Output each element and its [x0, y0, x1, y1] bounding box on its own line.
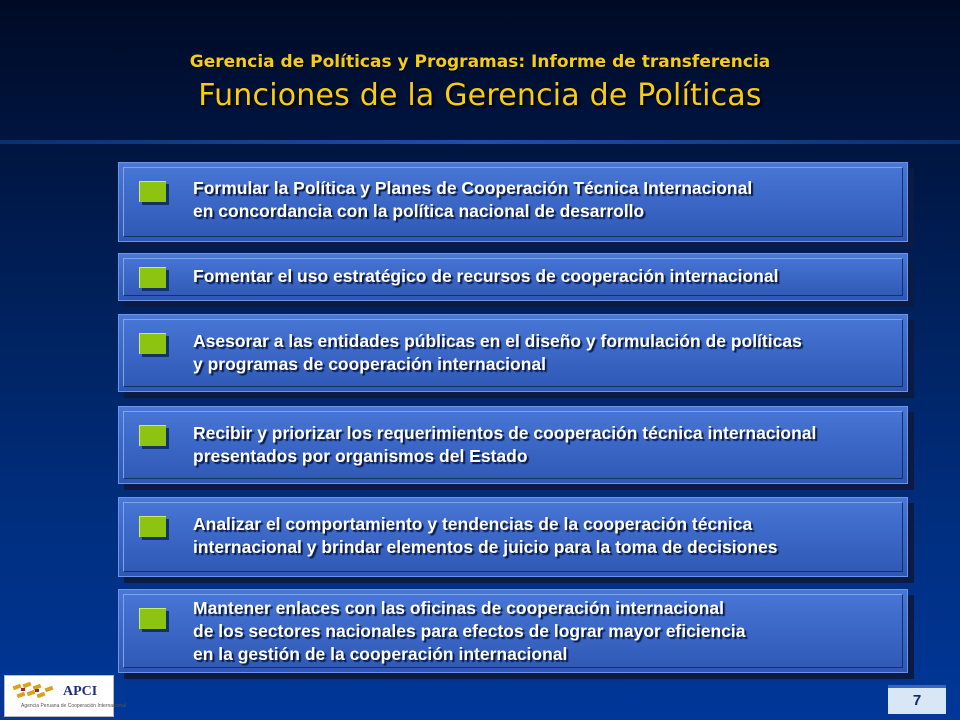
apci-logo: [4, 675, 127, 717]
function-card-4: [118, 406, 908, 484]
function-text-2: Fomentar el uso estratégico de recursos de cooperación internacional: [193, 266, 779, 286]
function-card-3: [118, 314, 908, 392]
function-text-5: Analizar el comportamiento y tendencias de la cooperación técnica internacional y brindar elementos de juicio para la toma de decisiones: [193, 514, 778, 557]
function-card-5: [118, 497, 908, 577]
function-text-4: Recibir y priorizar los requerimientos de cooperación técnica internacional presentados por organismos del Estado: [193, 423, 817, 466]
function-card-1: [118, 162, 908, 242]
bullet-square-icon: [139, 333, 166, 354]
slide-subtitle: Gerencia de Políticas y Programas: Informe de transferencia: [189, 52, 771, 72]
function-text-3: Asesorar a las entidades públicas en el diseño y formulación de políticas y programas de cooperación internacional: [193, 331, 802, 374]
slide-header: [0, 0, 960, 140]
bullet-square-icon: [139, 267, 166, 288]
function-text-1: Formular la Política y Planes de Cooperación Técnica Internacional en concordancia con la política nacional de desarrollo: [193, 178, 753, 221]
function-card-6: [118, 589, 908, 673]
logo-tagline: Agencia Peruana de Cooperación Internacional: [21, 703, 127, 709]
apci-emblem-icon: [11, 681, 59, 703]
slide-title: Funciones de la Gerencia de Políticas: [198, 78, 762, 113]
logo-name: APCI: [63, 684, 98, 699]
page-number: 7: [888, 685, 946, 714]
bullet-square-icon: [139, 425, 166, 446]
function-text-6: Mantener enlaces con las oficinas de cooperación internacional de los sectores nacionales para efectos de lograr mayor eficiencia en la gestión de la cooperación internacional: [193, 598, 746, 664]
bullet-square-icon: [139, 181, 166, 202]
function-card-2: [118, 253, 908, 301]
bullet-square-icon: [139, 608, 166, 629]
header-divider: [0, 140, 960, 144]
bullet-square-icon: [139, 516, 166, 537]
